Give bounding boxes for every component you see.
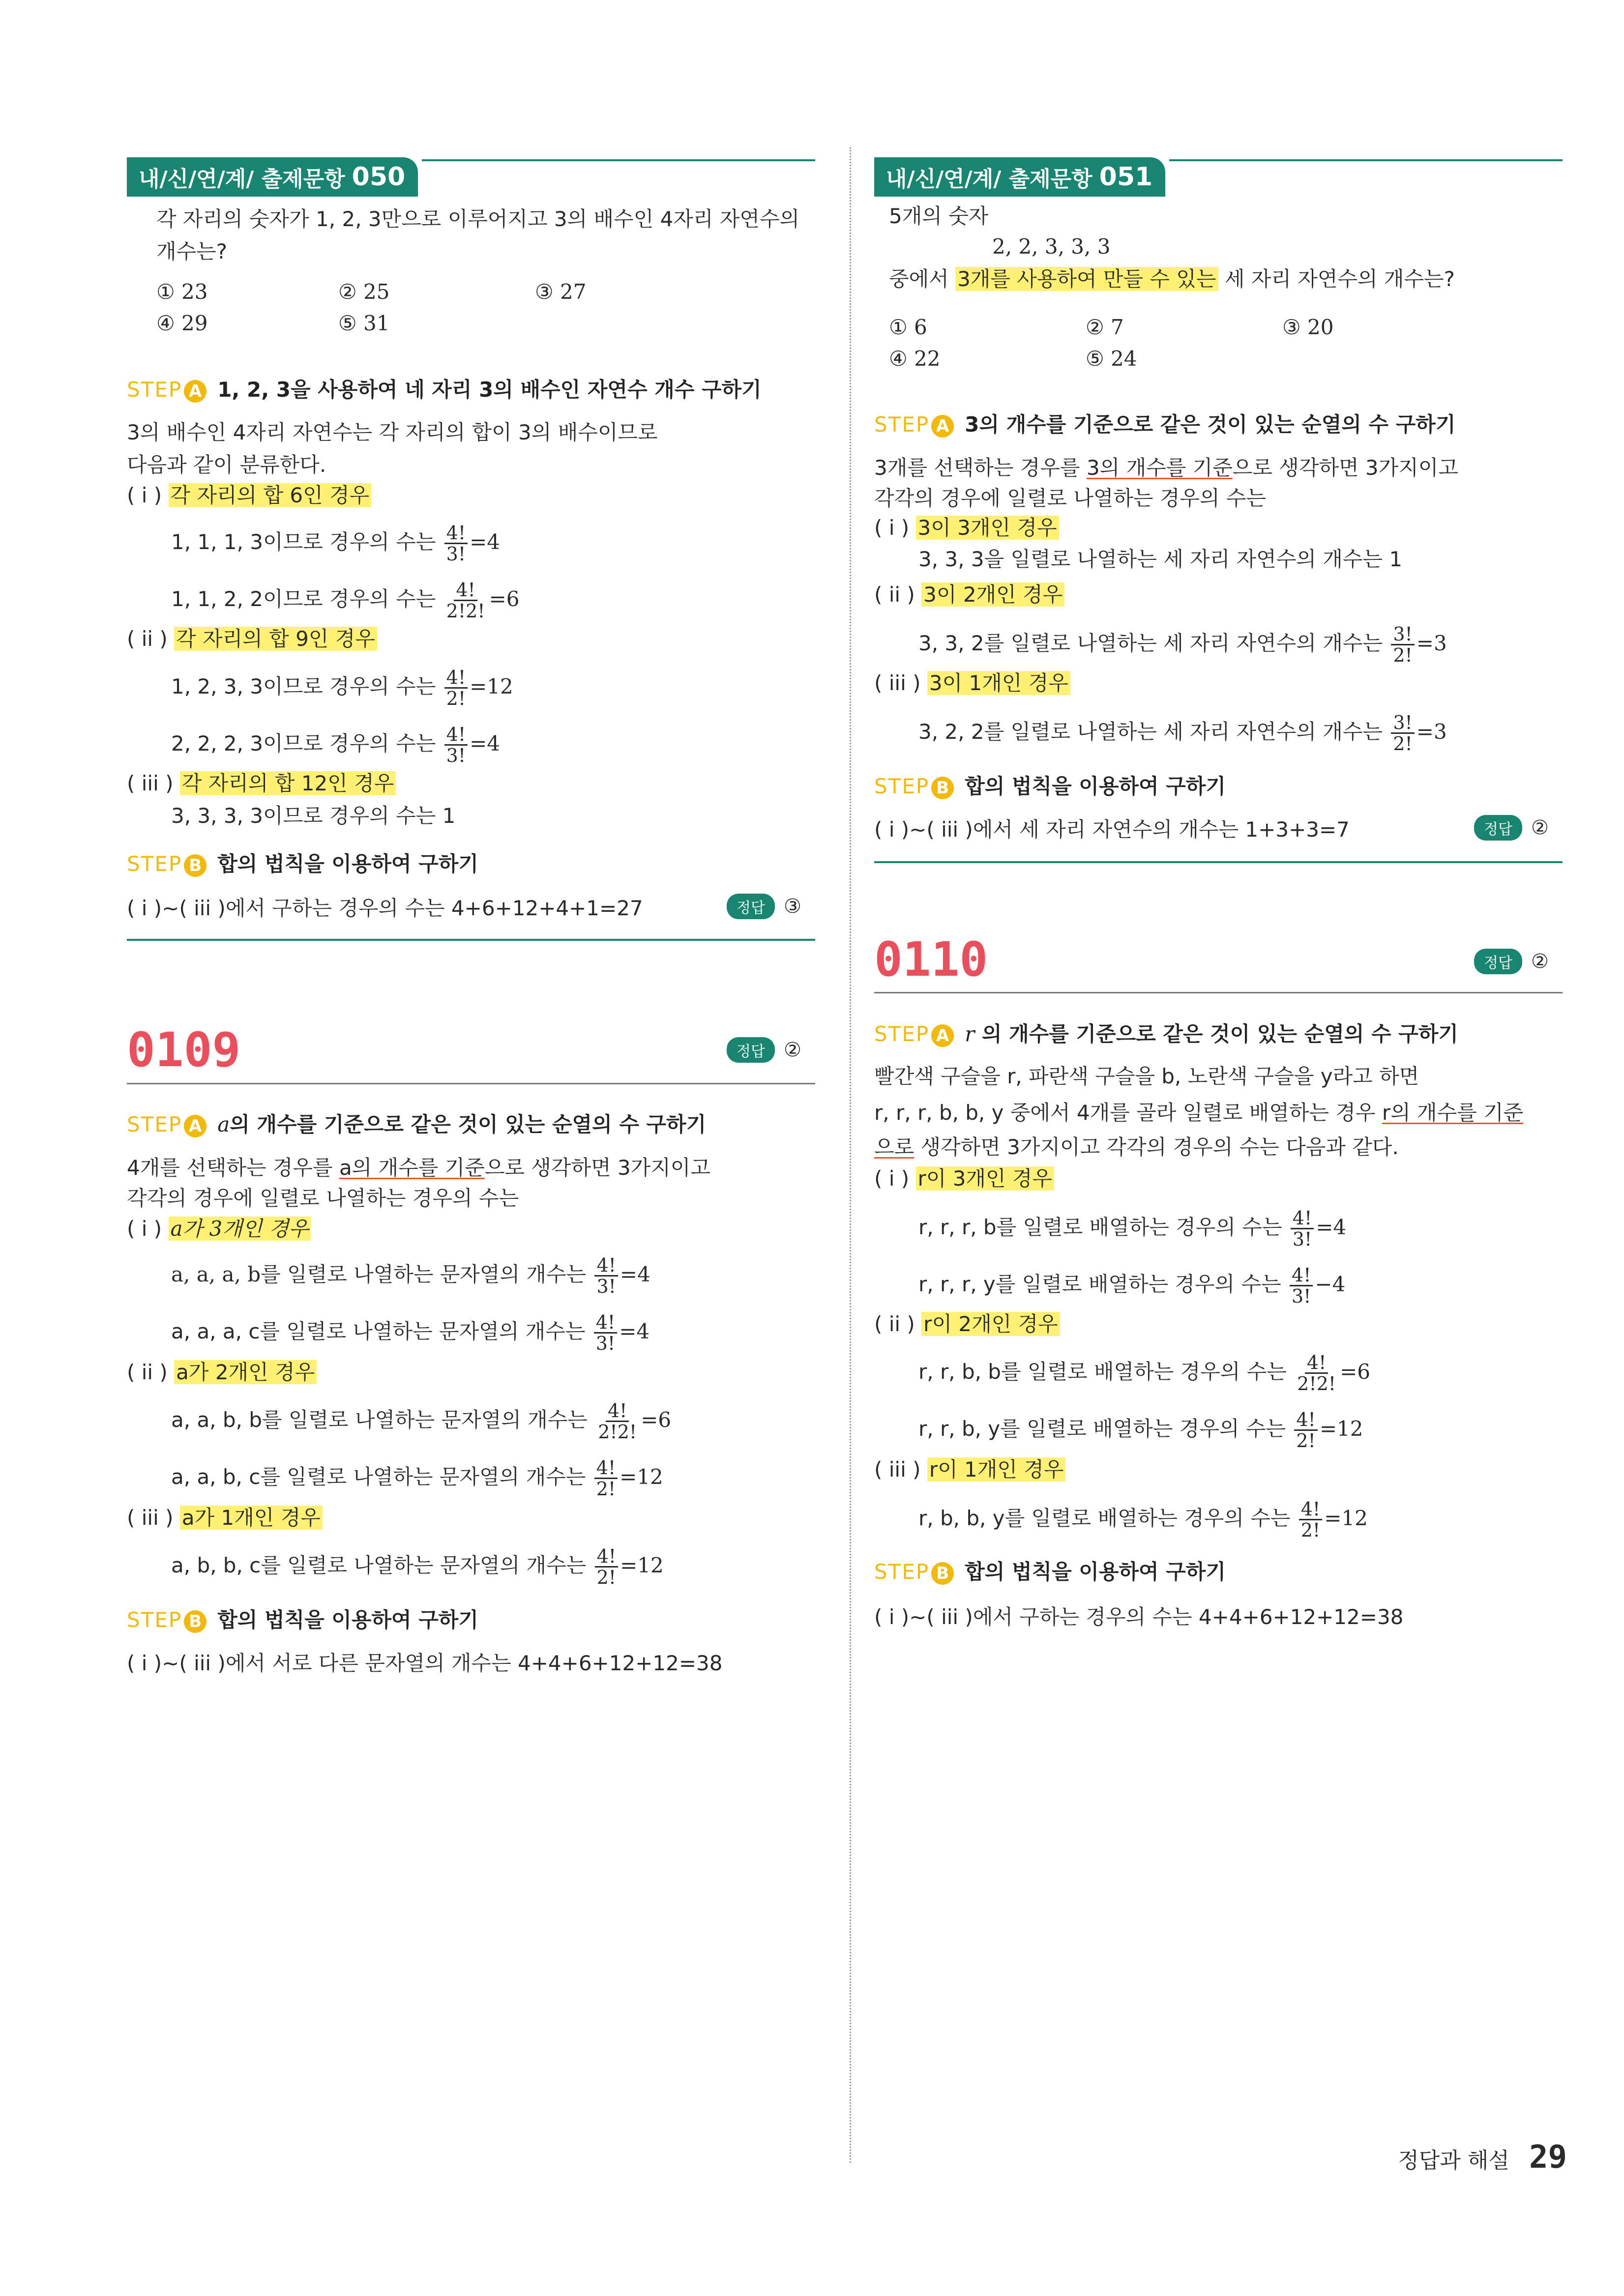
option-1: ① 6 xyxy=(889,315,927,339)
step-label: STEP xyxy=(874,1022,930,1046)
fraction xyxy=(444,725,468,765)
result: =4 xyxy=(620,1262,650,1286)
denominator: 2! xyxy=(1296,1430,1316,1452)
underlined-text: 으로 xyxy=(874,1135,915,1159)
answer-value: ② xyxy=(1531,816,1549,839)
case-3-highlight: r이 1개인 경우 xyxy=(927,1457,1066,1482)
case-2-label xyxy=(874,581,1064,609)
step-a-mark: A xyxy=(931,1024,954,1047)
answer-badge xyxy=(727,894,801,919)
case-1-calc-a xyxy=(171,1255,650,1296)
denominator: 2!2! xyxy=(598,1421,637,1443)
final-answer-line: ( i )~( iii )에서 구하는 경우의 수는 4+6+12+4+1=27 xyxy=(127,896,643,920)
denominator: 3! xyxy=(446,745,466,766)
step-a-mark: A xyxy=(931,415,954,437)
step-a-heading xyxy=(127,1111,706,1138)
fraction xyxy=(444,580,487,621)
step-label: STEP xyxy=(874,774,930,798)
footer-label: 정답과 해설 xyxy=(1398,2148,1509,2173)
solution-line: 빨간색 구슬을 r, 파란색 구슬을 b, 노란색 구슬을 y라고 하면 xyxy=(874,1064,1419,1088)
calc-text: r, r, b, y를 일렬로 배열하는 경우의 수는 xyxy=(918,1417,1286,1441)
numerator: 4! xyxy=(1305,1353,1328,1374)
problem-051-number: 051 xyxy=(1099,162,1153,192)
case-2-highlight: 각 자리의 합 9인 경우 xyxy=(174,627,377,651)
case-1-calc-a: 3, 3, 3을 일렬로 나열하는 세 자리 자연수의 개수는 1 xyxy=(918,547,1403,571)
answer-badge xyxy=(1474,949,1549,974)
result: =4 xyxy=(1316,1215,1347,1239)
calc-text: 3, 2, 2를 일렬로 나열하는 세 자리 자연수의 개수는 xyxy=(918,720,1383,744)
calc-text: 1, 1, 1, 3이므로 경우의 수는 xyxy=(171,530,436,554)
underlined-text: a의 개수를 기준 xyxy=(339,1156,485,1180)
denominator: 2! xyxy=(1393,733,1413,755)
calc-text: a, a, a, b를 일렬로 나열하는 문자열의 개수는 xyxy=(171,1262,587,1286)
option-2: ② 25 xyxy=(338,280,390,304)
numerator: 4! xyxy=(594,1312,617,1334)
case-number: ( ii ) xyxy=(127,627,168,651)
case-1-highlight: 각 자리의 합 6인 경우 xyxy=(169,483,372,507)
case-1-label xyxy=(127,1215,311,1243)
step-a-text: 의 개수를 기준으로 같은 것이 있는 순열의 수 구하기 xyxy=(974,1022,1458,1046)
calc-text: 1, 2, 3, 3이므로 경우의 수는 xyxy=(171,674,436,698)
answer-value: ② xyxy=(783,1039,801,1061)
case-number: ( ii ) xyxy=(874,1312,915,1336)
answer-pill: 정답 xyxy=(1474,815,1522,841)
case-number: ( iii ) xyxy=(127,1506,174,1530)
calc-text: a, a, b, c를 일렬로 나열하는 문자열의 개수는 xyxy=(171,1465,586,1489)
step-a-variable: a xyxy=(217,1112,230,1136)
case-2-label xyxy=(127,1359,317,1386)
step-a-heading xyxy=(874,411,1455,438)
calc-text: r, r, r, b를 일렬로 배열하는 경우의 수는 xyxy=(918,1215,1282,1239)
case-2-highlight: r이 2개인 경우 xyxy=(921,1312,1060,1336)
underlined-text: 3의 개수를 기준 xyxy=(1086,456,1233,480)
step-b-mark: B xyxy=(184,1610,207,1633)
step-b-mark: B xyxy=(931,777,954,799)
numerator: 4! xyxy=(594,1458,618,1479)
fraction xyxy=(1290,1265,1313,1306)
case-number: ( i ) xyxy=(127,1217,162,1241)
step-b-heading xyxy=(874,1558,1226,1586)
denominator: 3! xyxy=(596,1276,616,1297)
step-a-mark: A xyxy=(184,1115,207,1137)
calc-text: r, b, b, y를 일렬로 배열하는 경우의 수는 xyxy=(918,1506,1291,1530)
result: =6 xyxy=(1340,1360,1370,1384)
case-3-calc-a: 3, 3, 3, 3이므로 경우의 수는 1 xyxy=(171,804,456,828)
numerator: 4! xyxy=(606,1401,629,1422)
case-2-highlight: a가 2개인 경우 xyxy=(174,1360,317,1384)
option-5: ⑤ 31 xyxy=(338,311,390,335)
calc-text: 1, 1, 2, 2이므로 경우의 수는 xyxy=(171,587,436,611)
case-3-label xyxy=(127,1504,323,1532)
case-1-calc-b xyxy=(171,1312,650,1353)
text: 세 자리 자연수의 개수는? xyxy=(1218,267,1455,291)
heading-rule xyxy=(874,992,1563,993)
step-a-text: 3의 개수를 기준으로 같은 것이 있는 순열의 수 구하기 xyxy=(965,412,1456,436)
case-3-highlight: a가 1개인 경우 xyxy=(180,1506,323,1530)
case-3-calc-a xyxy=(171,1546,664,1587)
step-a-mark: A xyxy=(184,380,207,403)
option-2: ② 7 xyxy=(1086,315,1124,339)
numerator: 4! xyxy=(595,1546,618,1568)
result: =4 xyxy=(619,1319,650,1343)
step-b-mark: B xyxy=(184,854,207,877)
heading-rule xyxy=(127,1083,815,1084)
fraction xyxy=(444,668,468,708)
case-2-calc-a xyxy=(918,624,1447,665)
result: =4 xyxy=(470,530,501,554)
fraction xyxy=(594,1312,617,1353)
option-5: ⑤ 24 xyxy=(1086,347,1137,371)
case-2-calc-b xyxy=(918,1410,1363,1451)
numerator: 4! xyxy=(1291,1208,1314,1229)
section-divider xyxy=(127,939,815,941)
question-line: 5개의 숫자 xyxy=(889,204,989,228)
case-number: ( iii ) xyxy=(874,671,921,695)
case-3-calc-a xyxy=(918,1499,1368,1540)
numerator: 4! xyxy=(444,668,468,689)
step-b-text: 합의 법칙을 이용하여 구하기 xyxy=(217,852,478,876)
final-answer-line: ( i )~( iii )에서 세 자리 자연수의 개수는 1+3+3=7 xyxy=(874,817,1350,842)
fraction xyxy=(1291,1208,1314,1249)
case-1-highlight: 3이 3개인 경우 xyxy=(916,516,1059,540)
numerator: 4! xyxy=(594,1255,618,1277)
calc-text: a, a, b, b를 일렬로 나열하는 문자열의 개수는 xyxy=(171,1408,588,1432)
case-number: ( i ) xyxy=(874,516,910,540)
case-3-label xyxy=(874,669,1070,697)
question-line: 각 자리의 숫자가 1, 2, 3만으로 이루어지고 3의 배수인 4자리 자연수의 xyxy=(156,207,800,231)
column-separator xyxy=(850,147,851,2163)
problem-051-rule xyxy=(1169,159,1563,161)
badge-text: 내/신/연/계/ 출제문항 xyxy=(886,167,1093,192)
fraction xyxy=(1391,713,1414,754)
case-3-label xyxy=(127,770,396,797)
solution-line: 다음과 같이 분류한다. xyxy=(127,453,326,477)
case-2-calc-a xyxy=(171,1401,671,1442)
step-a-variable: r xyxy=(965,1022,975,1046)
solution-line xyxy=(127,1154,710,1182)
step-label: STEP xyxy=(127,378,182,402)
case-number: ( ii ) xyxy=(874,582,915,607)
text: 으로 생각하면 3가지이고 xyxy=(484,1156,710,1180)
case-1-highlight: r이 3개인 경우 xyxy=(916,1166,1055,1191)
calc-text: r, r, r, y를 일렬로 배열하는 경우의 수는 xyxy=(918,1272,1281,1296)
underlined-text: r의 개수를 기준 xyxy=(1382,1101,1524,1125)
option-4: ④ 29 xyxy=(156,311,208,335)
step-b-mark: B xyxy=(931,1562,954,1585)
result: =3 xyxy=(1416,720,1447,744)
step-a-text: 1, 2, 3을 사용하여 네 자리 3의 배수인 자연수 개수 구하기 xyxy=(217,378,762,402)
problem-050-badge xyxy=(127,157,418,197)
result: =6 xyxy=(489,587,520,611)
final-answer-line: ( i )~( iii )에서 구하는 경우의 수는 4+4+6+12+12=38 xyxy=(874,1605,1404,1629)
text: 4개를 선택하는 경우를 xyxy=(127,1156,339,1180)
numerator: 4! xyxy=(1290,1265,1313,1286)
case-1-calc-a xyxy=(171,523,500,564)
question-line xyxy=(889,265,1455,293)
solution-line xyxy=(874,1099,1523,1127)
fraction xyxy=(1299,1499,1322,1540)
case-2-highlight: 3이 2개인 경우 xyxy=(921,582,1064,607)
calc-text: r, r, b, b를 일렬로 배열하는 경우의 수는 xyxy=(918,1360,1287,1384)
answer-badge xyxy=(1474,815,1549,841)
denominator: 2! xyxy=(1300,1519,1321,1541)
problem-050-header xyxy=(127,157,418,197)
fraction xyxy=(594,1255,618,1296)
denominator: 3! xyxy=(446,543,466,565)
numerator: 4! xyxy=(444,725,468,746)
step-b-text: 합의 법칙을 이용하여 구하기 xyxy=(217,1608,478,1632)
calc-text: 2, 2, 2, 3이므로 경우의 수는 xyxy=(171,731,436,756)
result: =12 xyxy=(620,1553,664,1577)
case-1-highlight: a가 3개인 경우 xyxy=(169,1217,311,1241)
option-4: ④ 22 xyxy=(889,347,941,371)
question-numbers: 2, 2, 3, 3, 3 xyxy=(992,234,1111,259)
fraction xyxy=(1391,624,1414,665)
page-number: 29 xyxy=(1529,2139,1567,2176)
denominator: 2! xyxy=(446,688,466,709)
answer-pill: 정답 xyxy=(1474,949,1522,974)
fraction xyxy=(594,1458,618,1499)
answer-badge xyxy=(727,1037,801,1063)
solution-line: 각각의 경우에 일렬로 나열하는 경우의 수는 xyxy=(874,486,1267,510)
case-2-label xyxy=(874,1310,1060,1338)
case-2-calc-b xyxy=(171,1458,663,1499)
case-3-highlight: 3이 1개인 경우 xyxy=(927,671,1070,695)
step-a-heading xyxy=(874,1020,1458,1048)
step-a-text: 의 개수를 기준으로 같은 것이 있는 순열의 수 구하기 xyxy=(230,1112,707,1136)
text: r, r, r, b, b, y 중에서 4개를 골라 일렬로 배열하는 경우 xyxy=(874,1101,1382,1125)
case-number: ( i ) xyxy=(127,483,162,507)
text: 3개를 선택하는 경우를 xyxy=(874,456,1087,480)
result: =12 xyxy=(1324,1506,1368,1530)
step-b-heading xyxy=(127,1606,478,1634)
case-3-label xyxy=(874,1456,1065,1483)
numerator: 4! xyxy=(1294,1410,1317,1431)
question-line: 개수는? xyxy=(156,239,228,263)
badge-text: 내/신/연/계/ 출제문항 xyxy=(139,167,345,192)
problem-050-rule xyxy=(422,159,815,161)
problem-051-badge xyxy=(874,157,1165,197)
case-1-calc-b xyxy=(918,1265,1345,1306)
step-label: STEP xyxy=(127,1608,182,1632)
case-2-calc-a xyxy=(918,1353,1370,1394)
text: 생각하면 3가지이고 각각의 경우의 수는 다음과 같다. xyxy=(914,1135,1399,1159)
step-label: STEP xyxy=(127,852,182,876)
denominator: 2!2! xyxy=(446,600,485,622)
case-1-label xyxy=(127,482,371,509)
answer-value: ③ xyxy=(783,895,801,918)
step-b-heading xyxy=(127,850,478,878)
step-b-heading xyxy=(874,773,1226,800)
option-3: ③ 27 xyxy=(535,280,587,304)
fraction xyxy=(1295,1353,1338,1394)
denominator: 3! xyxy=(595,1333,616,1354)
section-divider xyxy=(874,861,1563,863)
case-2-calc-b xyxy=(171,725,500,765)
denominator: 2! xyxy=(596,1567,617,1588)
answer-pill: 정답 xyxy=(727,894,775,919)
numerator: 3! xyxy=(1391,624,1414,645)
text: 으로 생각하면 3가지이고 xyxy=(1232,456,1458,480)
case-1-label xyxy=(874,1165,1054,1192)
step-label: STEP xyxy=(874,1560,930,1584)
problem-0109-number: 0109 xyxy=(127,1022,241,1077)
denominator: 3! xyxy=(1292,1228,1312,1250)
case-1-calc-a xyxy=(918,1208,1346,1249)
numerator: 4! xyxy=(454,580,477,601)
step-b-text: 합의 법칙을 이용하여 구하기 xyxy=(965,1560,1226,1584)
numerator: 4! xyxy=(444,523,468,544)
case-1-label xyxy=(874,514,1059,542)
result: =12 xyxy=(470,674,513,698)
case-3-calc-a xyxy=(918,713,1447,754)
denominator: 3! xyxy=(1291,1285,1311,1307)
fraction xyxy=(1294,1410,1317,1451)
problem-050-number: 050 xyxy=(352,162,406,192)
result: −4 xyxy=(1315,1272,1346,1296)
result: =4 xyxy=(470,731,501,756)
problem-0110-number: 0110 xyxy=(874,932,988,987)
result: =6 xyxy=(641,1408,672,1432)
solution-line: 각각의 경우에 일렬로 나열하는 경우의 수는 xyxy=(127,1186,519,1210)
denominator: 2! xyxy=(596,1478,616,1500)
numerator: 3! xyxy=(1391,713,1414,734)
case-1-calc-b xyxy=(171,580,519,621)
step-a-heading xyxy=(127,376,762,404)
option-1: ① 23 xyxy=(156,280,208,304)
solution-line xyxy=(874,1133,1399,1161)
numerator: 4! xyxy=(1299,1499,1322,1520)
case-number: ( iii ) xyxy=(127,771,174,795)
denominator: 2! xyxy=(1393,644,1413,666)
result: =12 xyxy=(1319,1417,1363,1441)
option-3: ③ 20 xyxy=(1282,315,1334,339)
calc-text: a, b, b, c를 일렬로 나열하는 문자열의 개수는 xyxy=(171,1553,587,1577)
case-number: ( i ) xyxy=(874,1166,910,1191)
question-highlight: 3개를 사용하여 만들 수 있는 xyxy=(955,267,1218,291)
result: =12 xyxy=(620,1465,663,1489)
denominator: 2!2! xyxy=(1297,1373,1336,1395)
case-2-calc-a xyxy=(171,668,513,708)
text: 중에서 xyxy=(889,267,956,291)
case-number: ( ii ) xyxy=(127,1360,168,1384)
fraction xyxy=(596,1401,639,1442)
calc-text: a, a, a, c를 일렬로 나열하는 문자열의 개수는 xyxy=(171,1319,586,1343)
problem-051-header xyxy=(874,157,1165,197)
solution-line xyxy=(874,454,1458,482)
answer-value: ② xyxy=(1531,950,1549,973)
step-label: STEP xyxy=(874,412,930,436)
step-label: STEP xyxy=(127,1112,182,1136)
result: =3 xyxy=(1416,631,1447,655)
case-2-label xyxy=(127,625,377,653)
fraction xyxy=(595,1546,618,1587)
step-b-text: 합의 법칙을 이용하여 구하기 xyxy=(965,774,1226,798)
solution-line: 3의 배수인 4자리 자연수는 각 자리의 합이 3의 배수이므로 xyxy=(127,420,658,444)
calc-text: 3, 3, 2를 일렬로 나열하는 세 자리 자연수의 개수는 xyxy=(918,631,1383,655)
fraction xyxy=(444,523,468,564)
case-3-highlight: 각 자리의 합 12인 경우 xyxy=(180,771,396,795)
page-footer xyxy=(1398,2139,1567,2176)
case-number: ( iii ) xyxy=(874,1457,921,1482)
final-answer-line: ( i )~( iii )에서 서로 다른 문자열의 개수는 4+4+6+12+12=38 xyxy=(127,1651,723,1675)
answer-pill: 정답 xyxy=(727,1037,775,1063)
